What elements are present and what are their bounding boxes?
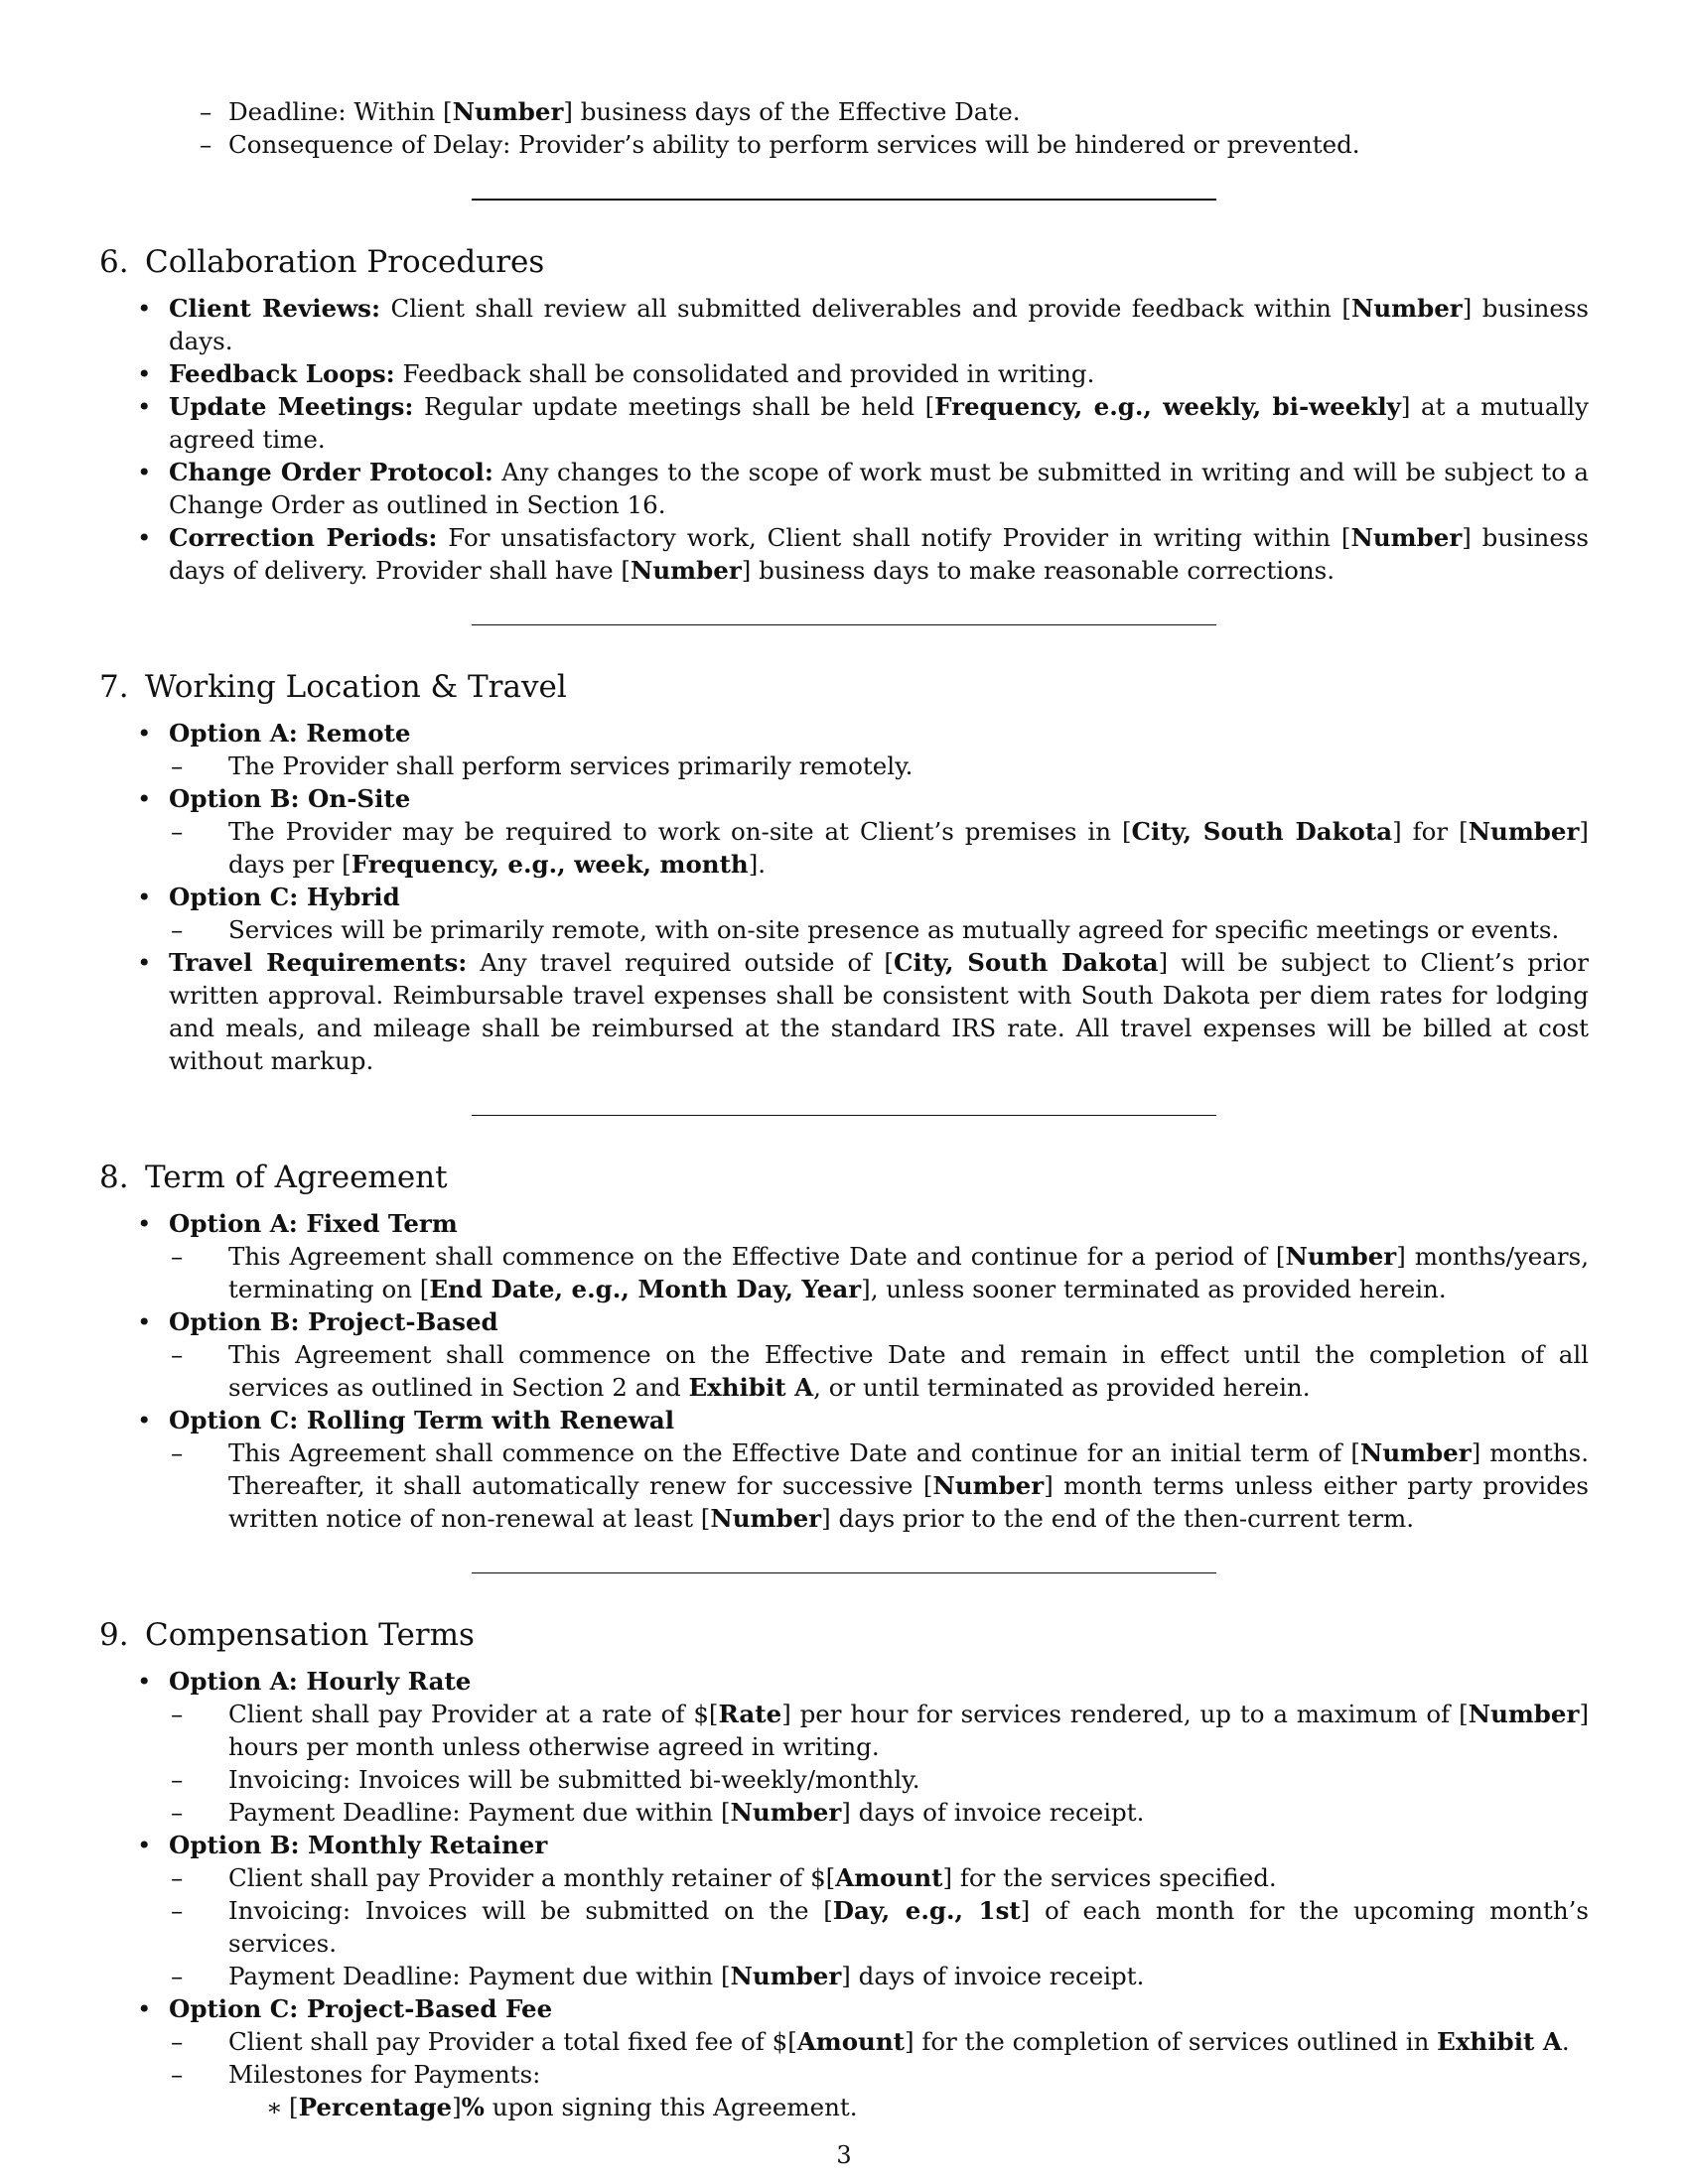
list-item: – Milestones for Payments: ∗ [Percentage]% upon signing this Agreement. xyxy=(169,2058,1589,2123)
list-item: – Client shall pay Provider at a rate of $[Rate] per hour for services rendered, up to a maximum of [Number] hours per month unless otherwise agreed in writing. xyxy=(169,1698,1589,1763)
list-item: – The Provider may be required to work on-site at Client’s premises in [City, South Dakota] for [Number] days per [Frequency, e.g., week, month]. xyxy=(169,815,1589,881)
list-item: • Option A: Remote – The Provider shall perform services primarily remotely. xyxy=(99,717,1589,782)
list-item: • Option C: Project-Based Fee – Client shall pay Provider a total fixed fee of $[Amount] for the completion of services outlined in Exhibit A. – Milestones for Payments: ∗ [Percentage]% upon signing this Agreement. xyxy=(99,1992,1589,2123)
section-6-heading: 6. Collaboration Procedures xyxy=(99,244,545,280)
list-item: – This Agreement shall commence on the Effective Date and continue for an initial term of [Number] months. Thereafter, it shall automatically renew for successive [Number] month terms unless either party provides written notice of non-renewal at least [Number] days prior to the end of the then-current term. xyxy=(169,1436,1589,1535)
list-item: • Option A: Hourly Rate – Client shall pay Provider at a rate of $[Rate] per hour for services rendered, up to a maximum of [Number] hours per month unless otherwise agreed in writing. – Invoicing: Invoices will be submitted bi-weekly/monthly. – Payment Deadline: Payment due within [Number] days of invoice receipt. xyxy=(99,1665,1589,1829)
page-number: 3 xyxy=(836,2141,852,2169)
list-item: – Client shall pay Provider a monthly retainer of $[Amount] for the services specified. xyxy=(169,1861,1589,1894)
section-8-heading: 8. Term of Agreement xyxy=(99,1160,448,1195)
list-item: – The Provider shall perform services primarily remotely. xyxy=(169,750,1589,782)
list-item: ∗ [Percentage]% upon signing this Agreement. xyxy=(228,2091,1589,2123)
section-9-list xyxy=(99,1665,1589,2123)
list-item: • Option A: Fixed Term – This Agreement shall commence on the Effective Date and continue for a period of [Number] months/years, terminating on [End Date, e.g., Month Day, Year], unless sooner terminated as provided herein. xyxy=(99,1207,1589,1305)
list-item: – Services will be primarily remote, with on-site presence as mutually agreed for specific meetings or events. xyxy=(169,913,1589,946)
list-item: • Option C: Hybrid – Services will be primarily remote, with on-site presence as mutually agreed for specific meetings or events. xyxy=(99,881,1589,946)
section-6-list xyxy=(99,292,1589,587)
list-item: • Client Reviews: Client shall review all submitted deliverables and provide feedback within [Number] business days. xyxy=(99,292,1589,357)
intro-list xyxy=(99,95,1589,161)
list-item: • Travel Requirements: Any travel required outside of [City, South Dakota] will be subject to Client’s prior written approval. Reimbursable travel expenses shall be consistent with South Dakota per diem rates for lodging and meals, and mileage shall be reimbursed at the standard IRS rate. All travel expenses will be billed at cost without markup. xyxy=(99,946,1589,1077)
page-content xyxy=(99,95,1589,2123)
list-item: • Update Meetings: Regular update meetings shall be held [Frequency, e.g., weekly, bi-weekly] at a mutually agreed time. xyxy=(99,390,1589,456)
section-9-heading: 9. Compensation Terms xyxy=(99,1617,475,1653)
list-item: – Deadline: Within [Number] business days of the Effective Date. xyxy=(99,95,1589,128)
list-item: – This Agreement shall commence on the Effective Date and remain in effect until the completion of all services as outlined in Section 2 and Exhibit A, or until terminated as provided herein. xyxy=(169,1338,1589,1404)
list-item: – Payment Deadline: Payment due within [Number] days of invoice receipt. xyxy=(169,1796,1589,1829)
list-item: • Option B: Project-Based – This Agreement shall commence on the Effective Date and remain in effect until the completion of all services as outlined in Section 2 and Exhibit A, or until terminated as provided herein. xyxy=(99,1305,1589,1404)
list-item: – This Agreement shall commence on the Effective Date and continue for a period of [Number] months/years, terminating on [End Date, e.g., Month Day, Year], unless sooner terminated as provided herein. xyxy=(169,1240,1589,1305)
list-item: – Payment Deadline: Payment due within [Number] days of invoice receipt. xyxy=(169,1960,1589,1992)
list-item: – Consequence of Delay: Provider’s ability to perform services will be hindered or prevented. xyxy=(99,128,1589,161)
list-item: • Correction Periods: For unsatisfactory work, Client shall notify Provider in writing within [Number] business days of delivery. Provider shall have [Number] business days to make reasonable corrections. xyxy=(99,521,1589,587)
list-item: • Option C: Rolling Term with Renewal – This Agreement shall commence on the Effective Date and continue for an initial term of [Number] months. Thereafter, it shall automatically renew for successive [Number] month terms unless either party provides written notice of non-renewal at least [Number] days prior to the end of the then-current term. xyxy=(99,1404,1589,1535)
list-item: – Invoicing: Invoices will be submitted bi-weekly/monthly. xyxy=(169,1763,1589,1796)
list-item: – Client shall pay Provider a total fixed fee of $[Amount] for the completion of services outlined in Exhibit A. xyxy=(169,2025,1589,2058)
list-item: • Feedback Loops: Feedback shall be consolidated and provided in writing. xyxy=(99,357,1589,390)
section-7-heading: 7. Working Location & Travel xyxy=(99,669,567,705)
list-item: • Option B: Monthly Retainer – Client shall pay Provider a monthly retainer of $[Amount] for the services specified. – Invoicing: Invoices will be submitted on the [Day, e.g., 1st] of each month for the upcoming month’s services. – Payment Deadline: Payment due within [Number] days of invoice receipt. xyxy=(99,1829,1589,1992)
list-item: • Option B: On-Site – The Provider may be required to work on-site at Client’s premises in [City, South Dakota] for [Number] days per [Frequency, e.g., week, month]. xyxy=(99,782,1589,881)
section-8-list xyxy=(99,1207,1589,1535)
list-item: • Change Order Protocol: Any changes to the scope of work must be submitted in writing and will be subject to a Change Order as outlined in Section 16. xyxy=(99,456,1589,521)
list-item: – Invoicing: Invoices will be submitted on the [Day, e.g., 1st] of each month for the upcoming month’s services. xyxy=(169,1894,1589,1960)
section-7-list xyxy=(99,717,1589,1077)
